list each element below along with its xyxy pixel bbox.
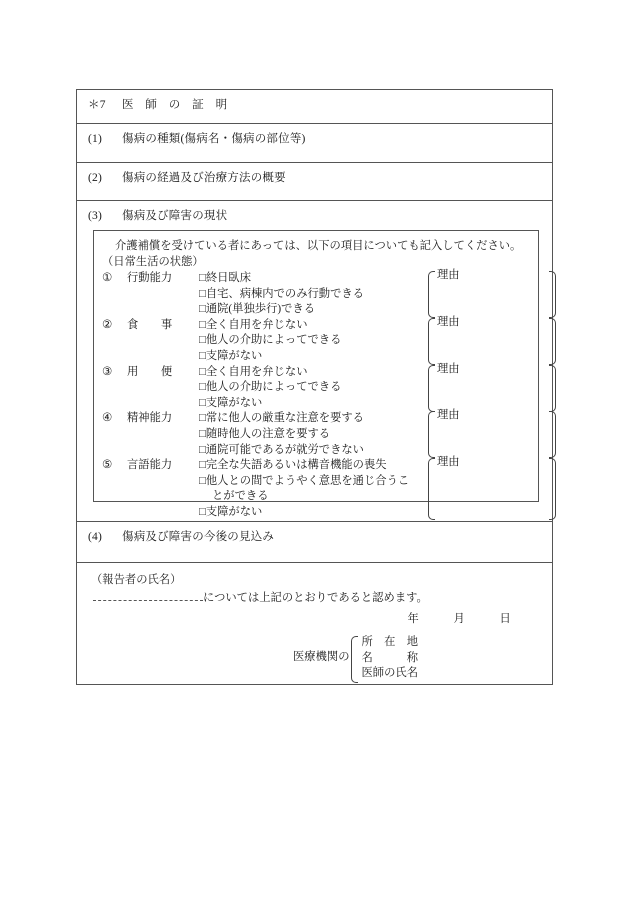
section-4-row [77, 522, 552, 563]
reason-bracket-left-icon [428, 365, 435, 412]
reason-label-4: 理由 [437, 409, 460, 422]
item-circle-5: ⑤ [102, 459, 113, 472]
item-name-5: 言語能力 [127, 459, 173, 472]
reason-bracket-left-icon [428, 458, 435, 520]
medical-institution-label: 医療機関の [293, 651, 350, 663]
medical-institution-block [293, 635, 418, 683]
section-4-heading [77, 522, 552, 546]
reporter-name-input[interactable] [93, 589, 203, 601]
section-3-heading [77, 201, 552, 225]
section-3-number: (3) [88, 210, 103, 222]
reason-bracket-left-icon [428, 411, 435, 458]
checkbox-option[interactable]: □全く自用を弁じない [199, 365, 308, 378]
item-name-4: 精神能力 [127, 412, 173, 425]
item-options-5 [199, 458, 409, 520]
checkbox-option[interactable]: □支障がない [199, 350, 263, 363]
item-options-3 [199, 365, 341, 412]
reason-bracket-right-icon [549, 411, 556, 458]
org-field-name[interactable]: 名 称 [361, 651, 418, 664]
reason-label-3: 理由 [437, 362, 460, 375]
care-compensation-box [93, 230, 539, 518]
section-3-title: 傷病及び障害の現状 [122, 210, 228, 222]
checkbox-option[interactable]: □他人との間でようやく意思を通じ合うこ [199, 474, 410, 487]
checkbox-option[interactable]: □他人の介助によってできる [199, 334, 342, 347]
section-2-title: 傷病の経過及び治療方法の概要 [122, 172, 286, 184]
item-row-mobility [102, 271, 538, 318]
checkbox-option[interactable]: □通院可能であるが就労できない [199, 443, 364, 456]
section-3-row [77, 201, 552, 522]
section-1-number: (1) [88, 133, 103, 145]
section-1-row [77, 124, 552, 163]
org-field-address[interactable]: 所 在 地 [361, 636, 418, 648]
section-1-title: 傷病の種類(傷病名・傷病の部位等) [122, 133, 306, 145]
item-label-toileting [102, 365, 199, 381]
care-box-lead-text: 介護補償を受けている者にあっては、以下の項目についても記入してください。 [115, 240, 522, 252]
reason-box-2[interactable] [428, 315, 556, 365]
form-header-title [77, 90, 552, 114]
item-label-meals [102, 318, 199, 334]
item-options-2 [199, 318, 341, 365]
reason-bracket-left-icon [428, 318, 435, 365]
reason-bracket-right-icon [549, 271, 556, 318]
reason-label-5: 理由 [437, 456, 460, 469]
reason-bracket-right-icon [549, 318, 556, 365]
section-2-heading [77, 163, 552, 187]
reporter-name-label: （報告者の氏名） [91, 574, 182, 586]
statement-text: については上記のとおりであると認めます。 [203, 591, 428, 604]
signature-row [77, 563, 552, 683]
checkbox-option[interactable]: □随時他人の注意を要する [199, 428, 331, 440]
checkbox-option[interactable]: □常に他人の厳重な注意を要する [199, 412, 364, 425]
reason-box-5[interactable] [428, 458, 556, 520]
reason-box-4[interactable] [428, 411, 556, 458]
item-circle-2: ② [102, 318, 113, 331]
date-year-label: 年 [407, 612, 419, 625]
item-label-mental [102, 411, 199, 427]
checkbox-option[interactable]: □支障がない [199, 505, 263, 518]
checkbox-option[interactable]: □通院(単独歩行)できる [199, 303, 316, 316]
item-row-speech [102, 458, 538, 520]
statement-line [89, 589, 552, 607]
reason-bracket-right-icon [549, 365, 556, 412]
date-month-label: 月 [453, 612, 465, 625]
item-options-1 [199, 271, 364, 318]
section-4-title: 傷病及び障害の今後の見込み [122, 531, 275, 543]
checkbox-option[interactable]: □支障がない [199, 396, 263, 409]
checkbox-option[interactable]: □他人の介助によってできる [199, 381, 342, 394]
section-4-number: (4) [88, 531, 103, 543]
medical-certificate-form [76, 89, 553, 685]
item-row-mental [102, 411, 538, 458]
item-options-4 [199, 411, 364, 458]
checkbox-option[interactable]: □終日臥床 [199, 272, 252, 285]
item-name-1: 行動能力 [127, 272, 173, 285]
brace-icon [351, 636, 358, 683]
section-2-number: (2) [88, 172, 103, 184]
item-name-3: 用 便 [127, 365, 173, 378]
date-day-label: 日 [499, 612, 511, 625]
signature-block [77, 563, 552, 680]
item-label-speech [102, 458, 199, 474]
form-header-row [77, 90, 552, 124]
item-label-mobility [102, 271, 199, 287]
form-header-text: 医 師 の 証 明 [122, 99, 228, 111]
checkbox-option[interactable]: □自宅、病棟内でのみ行動できる [199, 287, 364, 300]
item-circle-1: ① [102, 272, 113, 285]
care-box-subtitle: （日常生活の状態） [102, 256, 204, 269]
medical-institution-fields [360, 635, 419, 682]
reason-label-1: 理由 [437, 269, 460, 282]
section-2-row [77, 163, 552, 201]
org-field-doctor-name[interactable]: 医師の氏名 [361, 667, 418, 680]
date-line[interactable] [89, 607, 552, 628]
reason-box-1[interactable] [428, 271, 556, 318]
checkbox-option[interactable]: □完全な失語あるいは構音機能の喪失 [199, 459, 387, 472]
checkbox-option-continuation: とができる [212, 490, 269, 503]
item-circle-4: ④ [102, 412, 113, 425]
form-header-marker: ＊7 [88, 99, 106, 111]
reason-label-2: 理由 [437, 315, 460, 328]
item-circle-3: ③ [102, 365, 113, 378]
reason-bracket-right-icon [549, 458, 556, 520]
checkbox-option[interactable]: □全く自用を弁じない [199, 318, 308, 331]
reason-bracket-left-icon [428, 271, 435, 318]
item-row-meals [102, 315, 538, 365]
daily-living-items [94, 270, 538, 521]
reason-box-3[interactable] [428, 362, 556, 412]
care-box-instructions [94, 231, 538, 270]
section-1-heading [77, 124, 552, 148]
item-row-toileting [102, 362, 538, 412]
item-name-2: 食 事 [127, 318, 173, 331]
